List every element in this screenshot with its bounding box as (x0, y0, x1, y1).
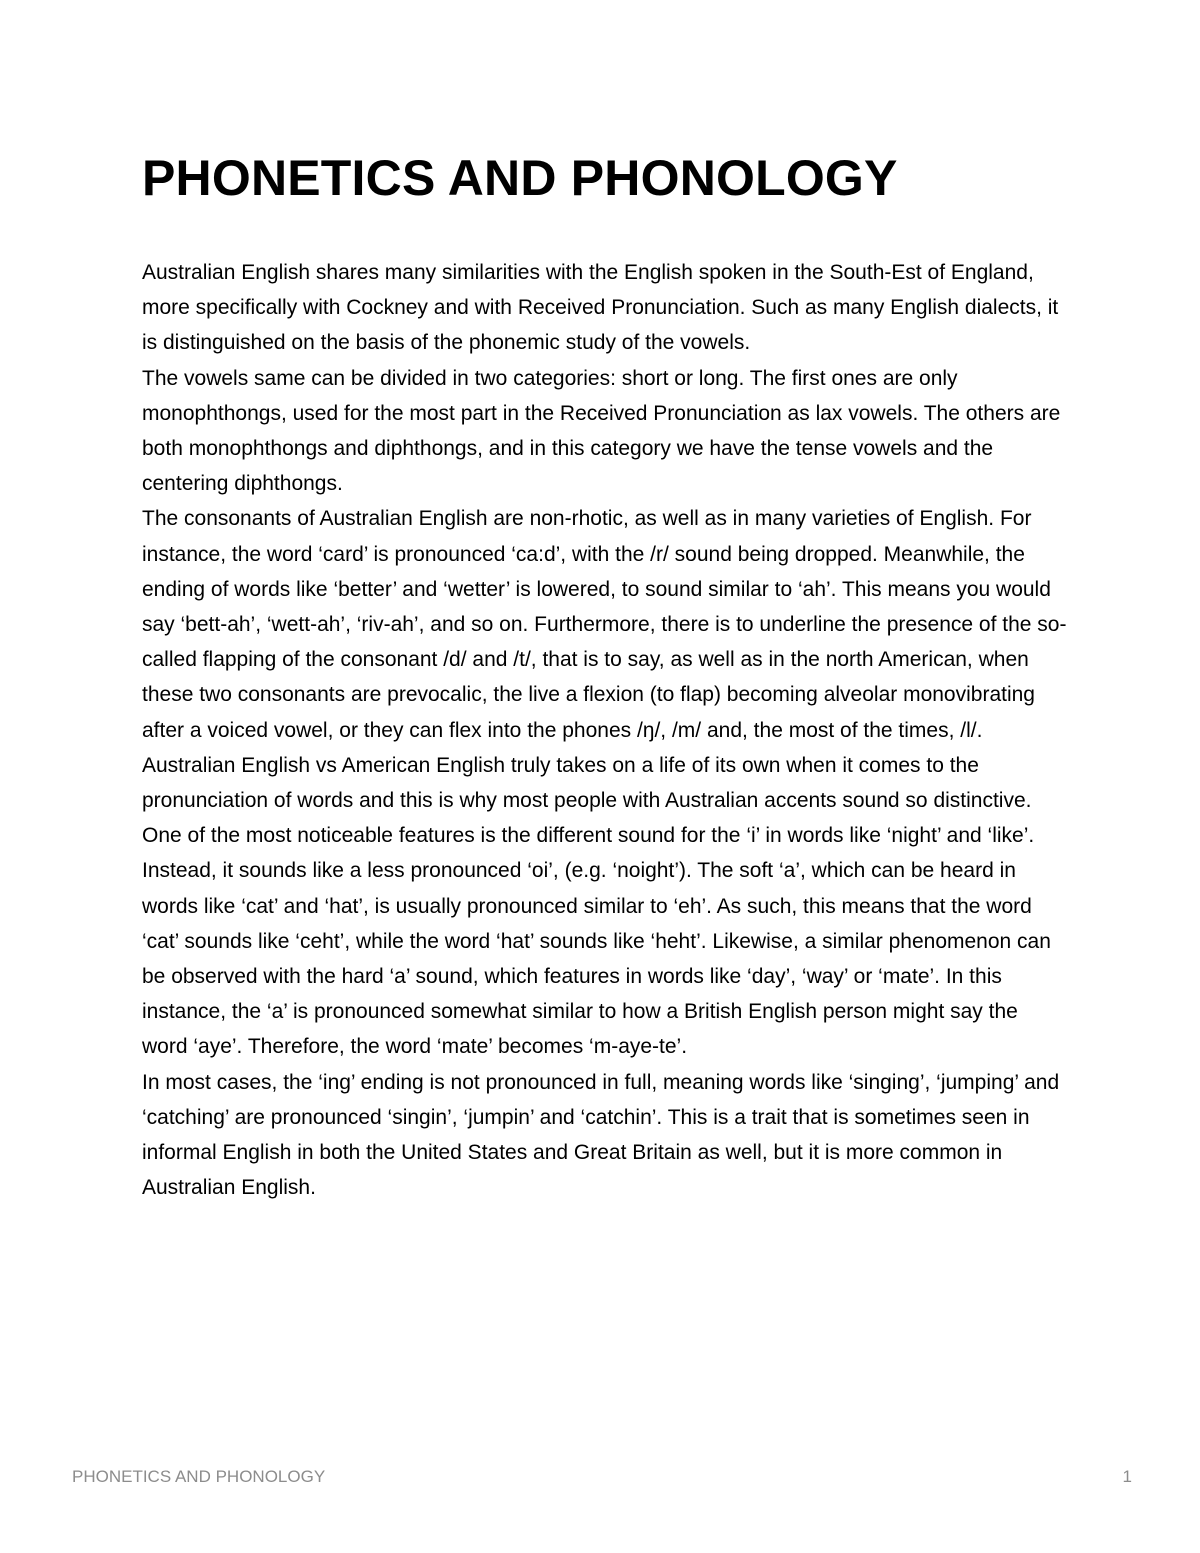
paragraph-vowels: The vowels same can be divided in two categories: short or long. The first ones are only monophthongs, used for the most part in the Received Pronunciation as lax vowels. The others are both monophthongs and diphthongs, and in this category we have the tense vowels and the centering diphthongs. (142, 366, 1061, 496)
page-title: PHONETICS AND PHONOLOGY (142, 150, 898, 206)
paragraph-consonants: The consonants of Australian English are non-rhotic, as well as in many varieties of English. For instance, the word ‘card’ is pronounced ‘ca:d’, with the /r/ sound being dropped. Meanwhile, the ending of words like ‘better’ and ‘wetter’ is lowered, to sound similar to ‘ah’. This means you would say ‘bett-ah’, ‘wett-ah’, ‘riv-ah’, and so on. Furthermore, there is to underline the presence of the so-called flapping of the consonant /d/ and /t/, that is to say, as well as in the north American, when these two consonants are prevocalic, the live a flexion (to flap) becoming alveolar monovibrating after a voiced vowel, or they can flex into the phones /ŋ/, /m/ and, the most of the times, /l/. (142, 507, 1067, 742)
paragraph-intro: Australian English shares many similarities with the English spoken in the South-Est of England, more specifically with Cockney and with Received Pronunciation. Such as many English dialects, it is distinguished on the basis of the phonemic study of the vowels. (142, 261, 1059, 355)
page-number: 1 (1122, 1467, 1132, 1486)
paragraph-pronunciation: Australian English vs American English truly takes on a life of its own when it comes to the pronunciation of words and this is why most people with Australian accents sound so distinctive. One of the most noticeable features is the different sound for the ‘i’ in words like ‘night’ and ‘like’. Instead, it sounds like a less pronounced ‘oi’, (e.g. ‘noight’). The soft ‘a’, which can be heard in words like ‘cat’ and ‘hat’, is usually pronounced similar to ‘eh’. As such, this means that the word ‘cat’ sounds like ‘ceht’, while the word ‘hat’ sounds like ‘heht’. Likewise, a similar phenomenon can be observed with the hard ‘a’ sound, which features in words like ‘day’, ‘way’ or ‘mate’. In this instance, the ‘a’ is pronounced somewhat similar to how a British English person might say the word ‘aye’. Therefore, the word ‘mate’ becomes ‘m-aye-te’. (142, 753, 1051, 1059)
document-body (142, 255, 1067, 1205)
paragraph-ing-ending: In most cases, the ‘ing’ ending is not pronounced in full, meaning words like ‘singing’, ‘jumping’ and ‘catching’ are pronounced ‘singin’, ‘jumpin’ and ‘catchin’. This is a trait that is sometimes seen in informal English in both the United States and Great Britain as well, but it is more common in Australian English. (142, 1070, 1060, 1200)
footer-title: PHONETICS AND PHONOLOGY (72, 1467, 326, 1486)
